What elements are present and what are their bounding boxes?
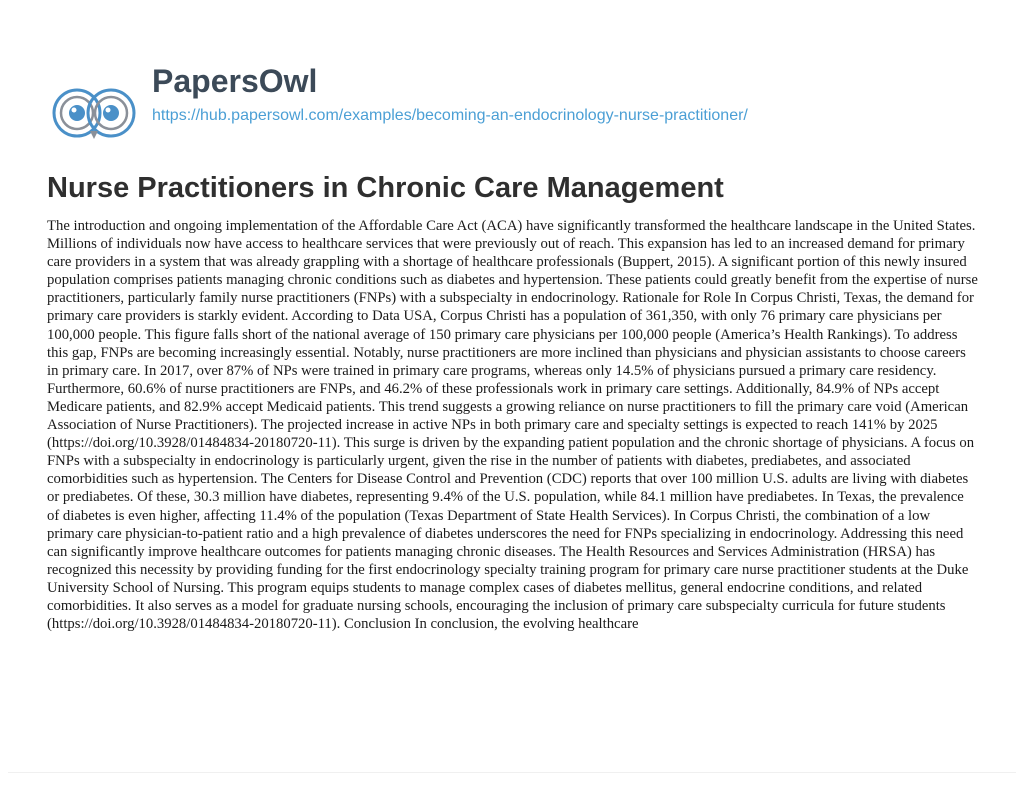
bottom-divider (8, 772, 1016, 773)
page-header (0, 0, 1024, 160)
document-title: Nurse Practitioners in Chronic Care Management (47, 172, 724, 204)
owl-eyes-icon (46, 65, 142, 161)
brand-name: PapersOwl (152, 63, 318, 99)
source-url-link[interactable]: https://hub.papersowl.com/examples/becoming-an-endocrinology-nurse-practitioner/ (152, 107, 748, 124)
document-body: The introduction and ongoing implementation of the Affordable Care Act (ACA) have significantly transformed the healthcare landscape in the United States. Millions of individuals now have access to healthcare services that were previously out of reach. This expansion has led to an increased demand for primary care providers in a system that was already grappling with a shortage of healthcare professionals (Buppert, 2015). A significant portion of this newly insured population comprises patients managing chronic conditions such as diabetes and hypertension. These patients could greatly benefit from the expertise of nurse practitioners, particularly family nurse practitioners (FNPs) with a subspecialty in endocrinology. Rationale for Role In Corpus Christi, Texas, the demand for primary care providers is starkly evident. According to Data USA, Corpus Christi has a population of 361,350, with only 76 primary care physicians per 100,000 people. This figure falls short of the national average of 150 primary care physicians per 100,000 people (America’s Health Rankings). To address this gap, FNPs are becoming increasingly essential. Notably, nurse practitioners are more inclined than physicians and physician assistants to choose careers in primary care. In 2017, over 87% of NPs were trained in primary care programs, whereas only 14.5% of physicians pursued a primary care residency. Furthermore, 60.6% of nurse practitioners are FNPs, and 46.2% of these professionals work in primary care settings. Additionally, 84.9% of NPs accept Medicare patients, and 82.9% accept Medicaid patients. This trend suggests a growing reliance on nurse practitioners to fill the primary care void (American Association of Nurse Practitioners). The projected increase in active NPs in both primary care and specialty settings is expected to reach 141% by 2025 (https://doi.org/10.3928/01484834-20180720-11). This surge is driven by the expanding patient population and the chronic shortage of physicians. A focus on FNPs with a subspecialty in endocrinology is particularly urgent, given the rise in the number of patients with diabetes, prediabetes, and associated comorbidities such as hypertension. The Centers for Disease Control and Prevention (CDC) reports that over 100 million U.S. adults are living with diabetes or prediabetes. Of these, 30.3 million have diabetes, representing 9.4% of the U.S. population, while 84.1 million have prediabetes. In Texas, the prevalence of diabetes is even higher, affecting 11.4% of the population (Texas Department of State Health Services). In Corpus Christi, the combination of a low primary care physician-to-patient ratio and a high prevalence of diabetes underscores the need for FNPs specializing in endocrinology. Addressing this need can significantly improve healthcare outcomes for patients managing chronic diseases. The Health Resources and Services Administration (HRSA) has recognized this necessity by providing funding for the first endocrinology specialty training program for primary care nurse practitioner students at the Duke University School of Nursing. This program equips students to manage complex cases of diabetes mellitus, general endocrine conditions, and related comorbidities. It also serves as a model for graduate nursing schools, encouraging the inclusion of primary care subspecialty curricula for future students (https://doi.org/10.3928/01484834-20180720-11). Conclusion In conclusion, the evolving healthcare (47, 218, 978, 633)
